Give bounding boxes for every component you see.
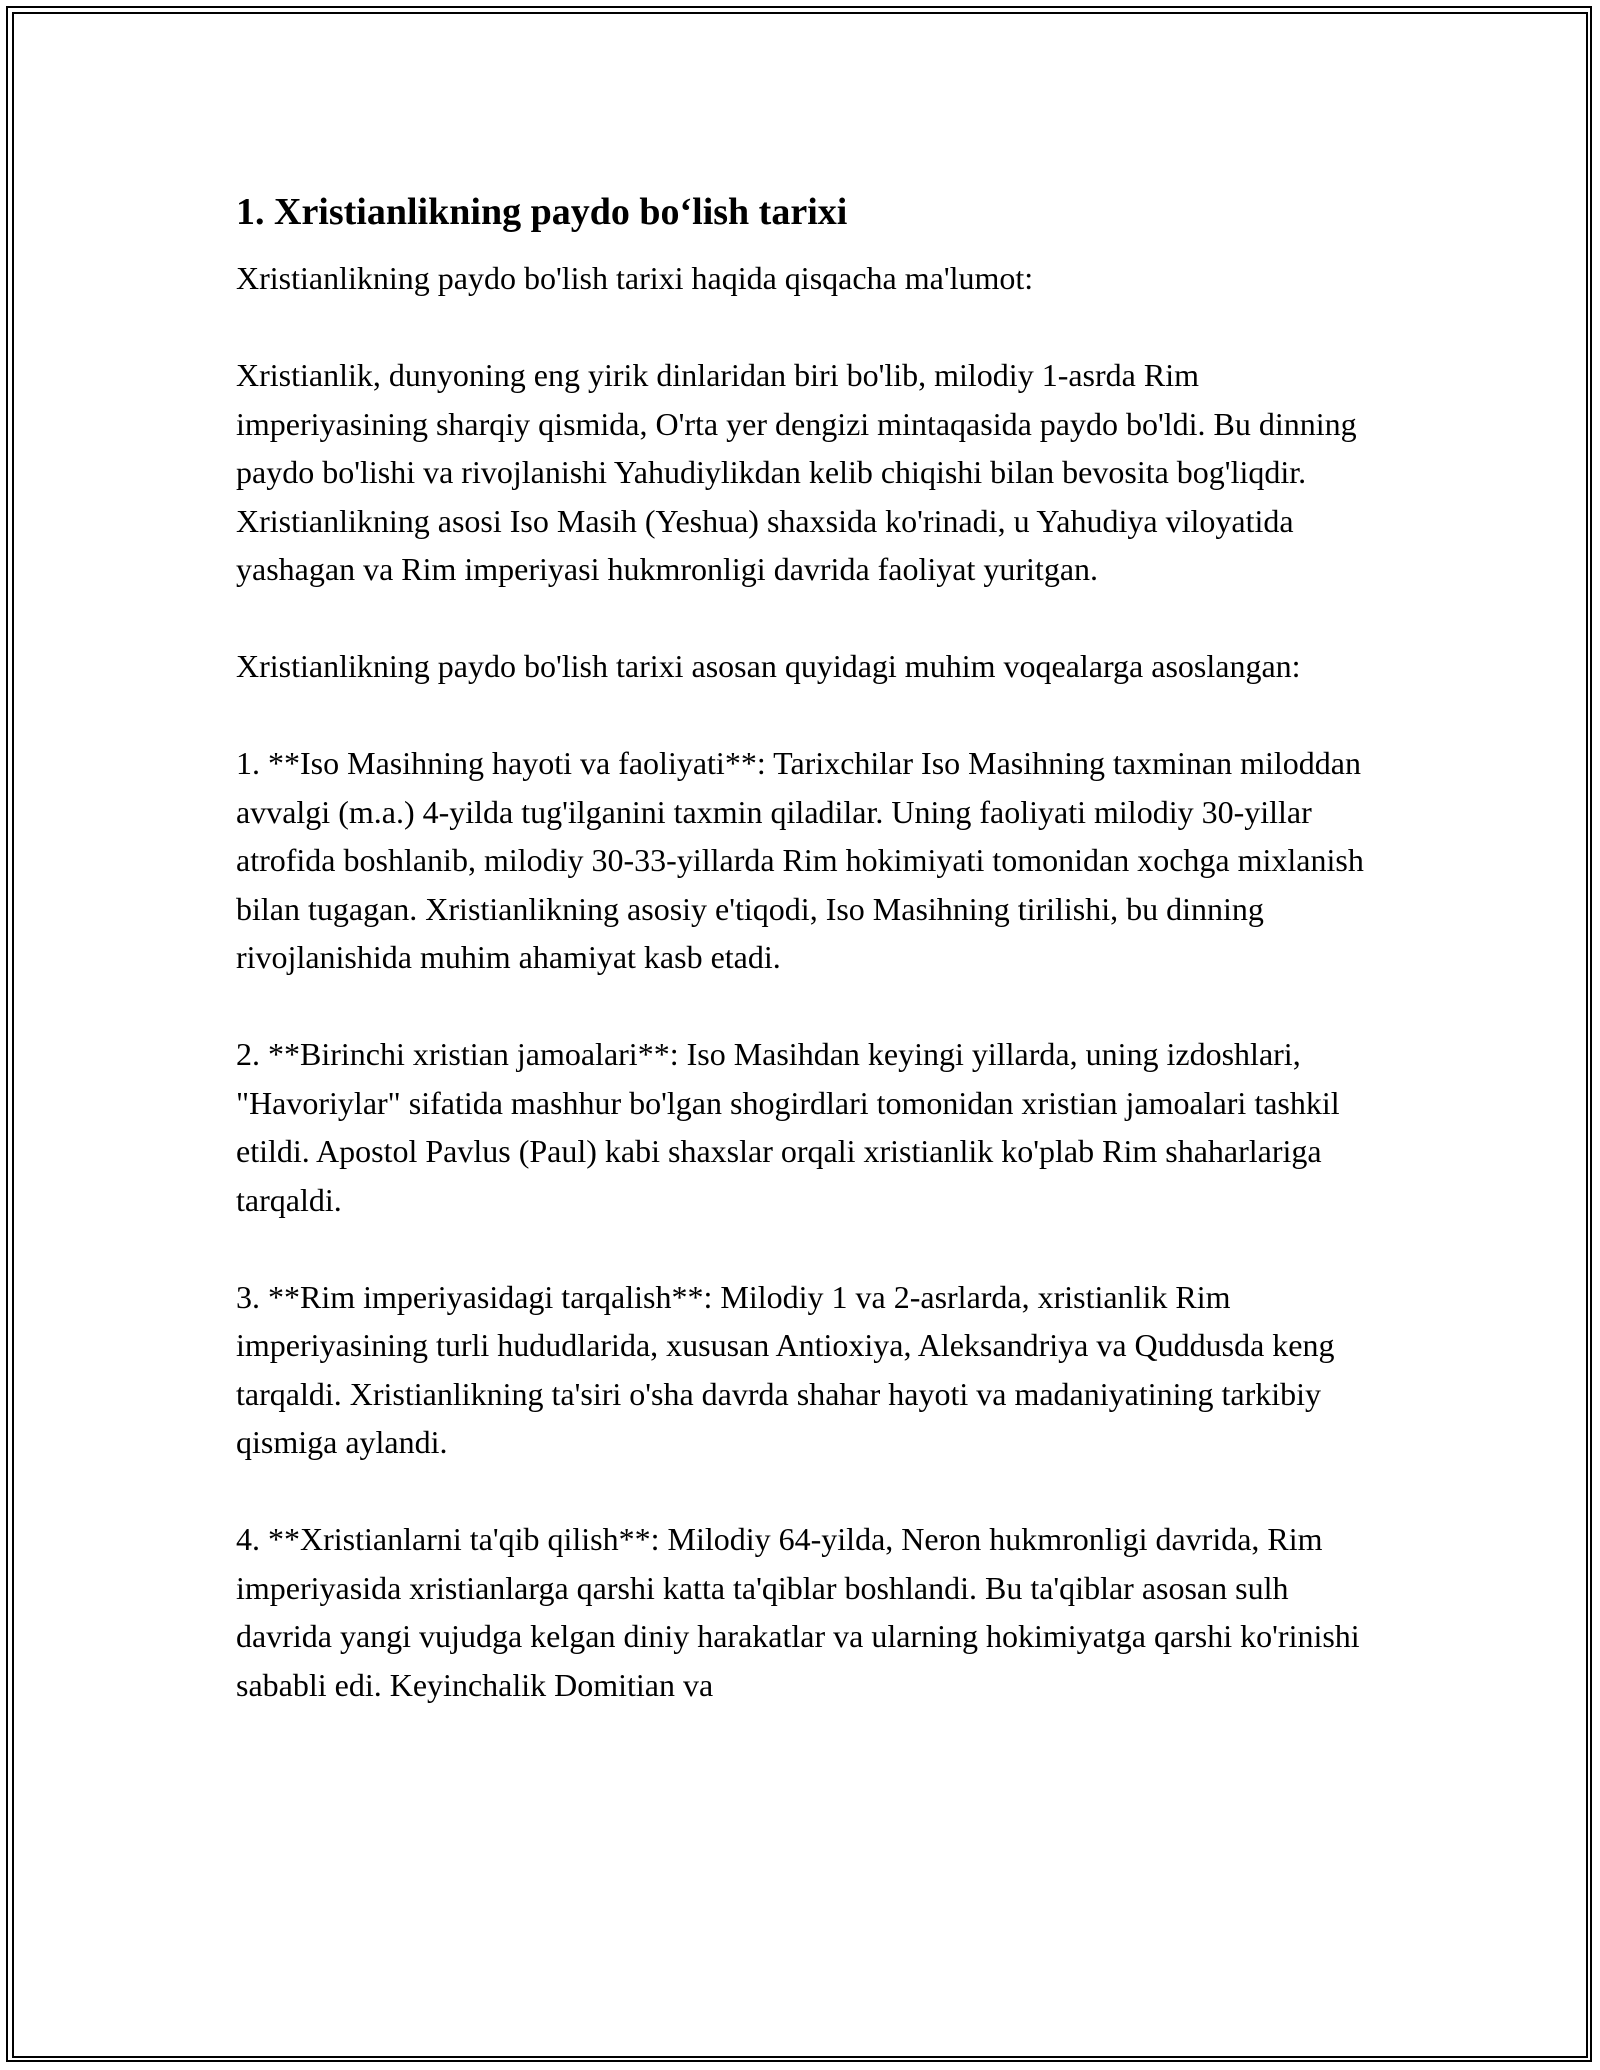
events-intro-paragraph: Xristianlikning paydo bo'lish tarixi asosan quyidagi muhim voqealarga asoslangan: [236,648,1301,684]
list-item-2: 2. **Birinchi xristian jamoalari**: Iso Masihdan keyingi yillarda, uning izdoshlari, "Havoriylar" sifatida mashhur bo'lgan shogirdlari tomonidan xristian jamoalari tashkil etildi. Apostol Pavlus (Paul) kabi shaxslar orqali xristianlik ko'plab Rim shaharlariga tarqaldi. [236,1036,1340,1218]
intro-paragraph: Xristianlikning paydo bo'lish tarixi haqida qisqacha ma'lumot: [236,260,1034,296]
list-item-4: 4. **Xristianlarni ta'qib qilish**: Milodiy 64-yilda, Neron hukmronligi davrida, Rim imperiyasida xristianlarga qarshi katta ta'qiblar boshlandi. Bu ta'qiblar asosan sulh davrida yangi vujudga kelgan diniy harakatlar va ularning hokimiyatga qarshi ko'rinishi sababli edi. Keyinchalik Domitian va [236,1521,1360,1703]
overview-paragraph: Xristianlik, dunyoning eng yirik dinlaridan biri bo'lib, milodiy 1-asrda Rim imperiyasining sharqiy qismida, O'rta yer dengizi mintaqasida paydo bo'ldi. Bu dinning paydo bo'lishi va rivojlanishi Yahudiylikdan kelib chiqishi bilan bevosita bog'liqdir. Xristianlikning asosi Iso Masih (Yeshua) shaxsida ko'rinadi, u Yahudiya viloyatida yashagan va Rim imperiyasi hukmronligi davrida faoliyat yuritgan. [236,357,1357,587]
page-title: 1. Xristianlikning paydo bo‘lish tarixi [236,191,848,233]
list-item-3: 3. **Rim imperiyasidagi tarqalish**: Milodiy 1 va 2-asrlarda, xristianlik Rim imperiyasining turli hududlarida, xususan Antioxiya, Aleksandriya va Quddusda keng tarqaldi. Xristianlikning ta'siri o'sha davrda shahar hayoti va madaniyatining tarkibiy qismiga aylandi. [236,1278,1335,1460]
list-item-1: 1. **Iso Masihning hayoti va faoliyati**: Tarixchilar Iso Masihning taxminan miloddan avvalgi (m.a.) 4-yilda tug'ilganini taxmin qiladilar. Uning faoliyati milodiy 30-yillar atrofida boshlanib, milodiy 30-33-yillarda Rim hokimiyati tomonidan xochga mixlanish bilan tugagan. Xristianlikning asosiy e'tiqodi, Iso Masihning tirilishi, bu dinning rivojlanishida muhim ahamiyat kasb etadi. [236,745,1364,975]
document-body [236,188,1366,1758]
